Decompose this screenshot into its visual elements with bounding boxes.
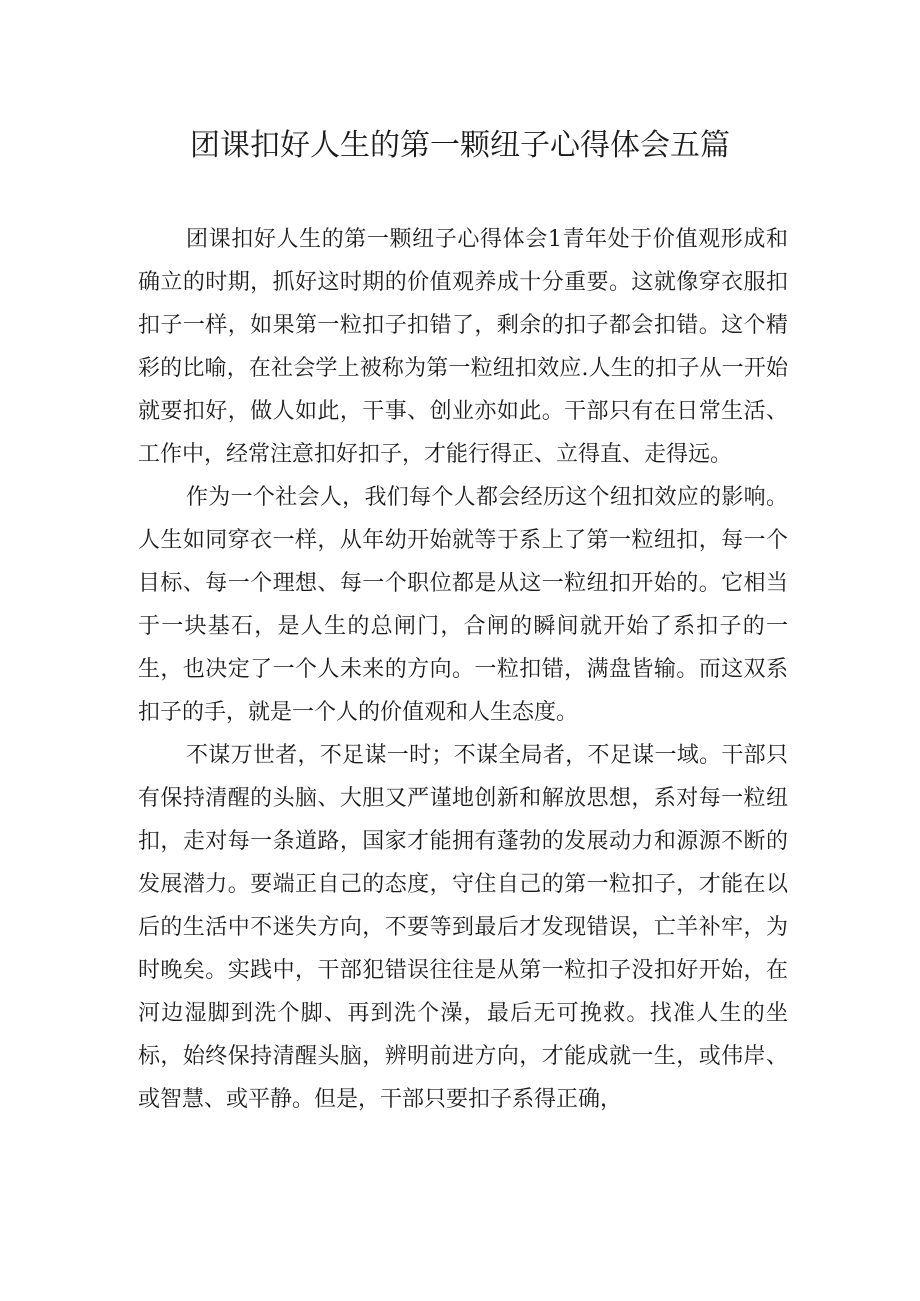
paragraph-3: 不谋万世者，不足谋一时；不谋全局者，不足谋一域。干部只有保持清醒的头脑、大胆又严谨地创新和解放思想，系对每一粒纽扣，走对每一条道路，国家才能拥有蓬勃的发展动力和源源不断的发展潜力。要端正自己的态度，守住自己的第一粒扣子，才能在以后的生活中不迷失方向，不要等到最后才发现错误，亡羊补牢，为时晚矣。实践中，干部犯错误往往是从第一粒扣子没扣好开始，在河边湿脚到洗个脚、再到洗个澡，最后无可挽救。找准人生的坐标，始终保持清醒头脑，辨明前进方向，才能成就一生，或伟岸、或智慧、或平静。但是，干部只要扣子系得正确， <box>138 743 788 1112</box>
paragraph-2: 作为一个社会人，我们每个人都会经历这个纽扣效应的影响。人生如同穿衣一样，从年幼开始就等于系上了第一粒纽扣，每一个目标、每一个理想、每一个职位都是从这一粒纽扣开始的。它相当于一块基石，是人生的总闸门，合闸的瞬间就开始了系扣子的一生，也决定了一个人未来的方向。一粒扣错，满盘皆输。而这双系扣子的手，就是一个人的价值观和人生态度。 <box>138 485 788 725</box>
document-title: 团课扣好人生的第一颗纽子心得体会五篇 <box>190 128 730 163</box>
paragraph-1: 团课扣好人生的第一颗纽子心得体会1青年处于价值观形成和确立的时期，抓好这时期的价值观养成十分重要。这就像穿衣服扣扣子一样，如果第一粒扣子扣错了，剩余的扣子都会扣错。这个精彩的比喻，在社会学上被称为第一粒纽扣效应.人生的扣子从一开始就要扣好，做人如此，干事、创业亦如此。干部只有在日常生活、工作中，经常注意扣好扣子，才能行得正、立得直、走得远。 <box>138 227 788 467</box>
document-body <box>138 218 788 1121</box>
